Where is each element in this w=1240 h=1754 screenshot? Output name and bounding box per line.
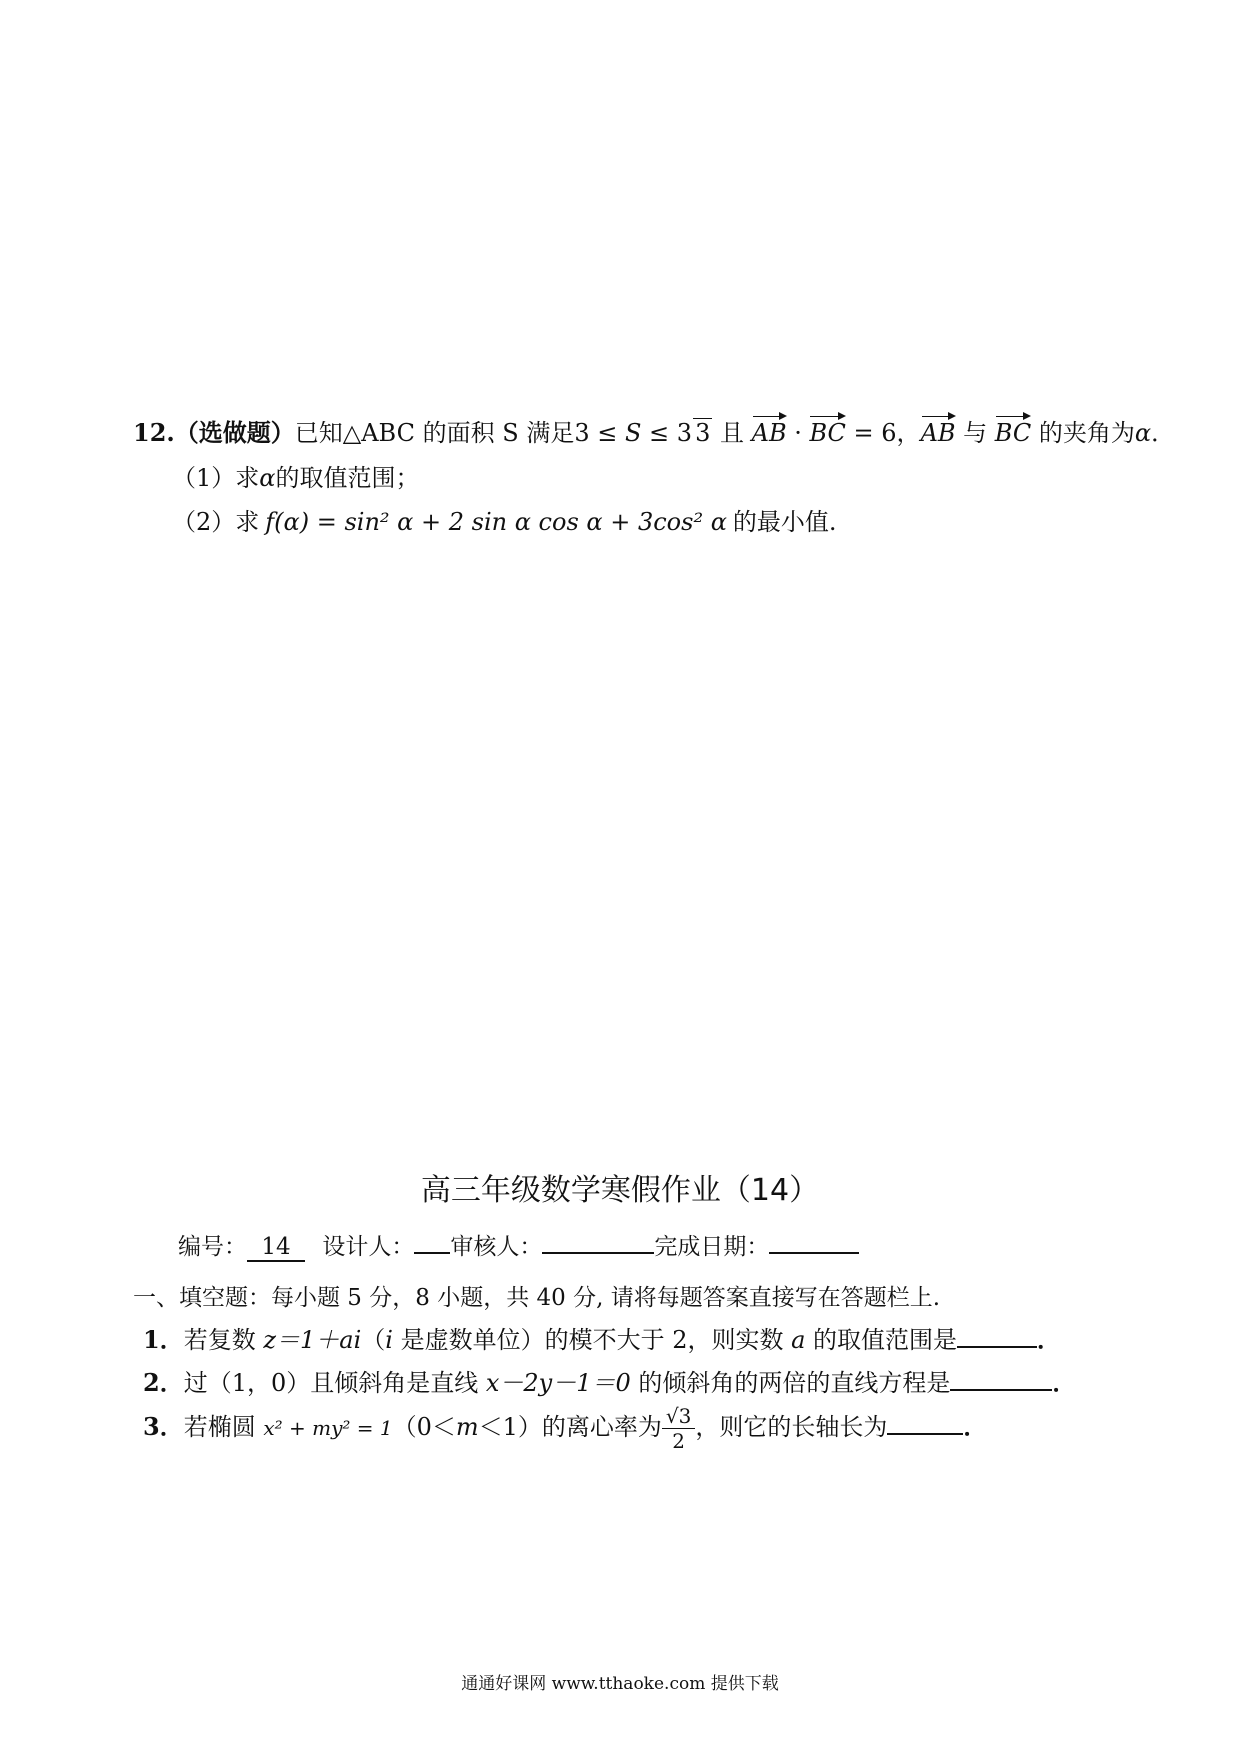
q3-answer-blank[interactable] [887,1407,963,1435]
angle-text: 的夹角为 [1031,419,1135,447]
and-word: 且 [712,419,752,447]
q3-expression: x² + my² = 1 [263,1416,393,1440]
q2-expression: x－2y－1＝0 [485,1369,631,1397]
section-heading: 一、填空题：每小题 5 分，8 小题，共 40 分, 请将每题答案直接写在答题栏上. [133,1285,941,1311]
question-3: 3．若椭圆 x² + my² = 1（0＜m＜1）的离心率为 $\frac{√3}{2}$ ，则它的长轴长为 ． [143,1404,988,1453]
q3-fraction: $\frac{√3}{2}$ [662,1405,695,1452]
dot-op: · [786,419,810,447]
reviewer-label: 审核人： [450,1234,543,1260]
vector-ab-2: AB [921,413,956,447]
designer-blank [414,1226,450,1254]
part1-label: （1）求 [172,464,260,492]
number-blank: 14 [247,1234,305,1262]
problem-tag: （选做题） [174,418,295,447]
designer-label: 设计人： [322,1234,415,1260]
number-label: 编号： [178,1234,247,1260]
q3-number: 3． [143,1412,184,1441]
homework-info-line [178,1226,859,1262]
vector-bc-2: BC [995,413,1031,447]
q2-answer-blank[interactable] [950,1363,1052,1391]
ineq-left: 3 ≤ [574,419,625,447]
problem-lead: 已知△ABC 的面积 S 满足 [294,419,575,447]
vector-ab: AB [752,413,787,447]
with-word: 与 [955,419,995,447]
problem-12-part-1 [172,458,420,493]
homework-title: 高三年级数学寒假作业（14） [420,1173,820,1208]
vector-bc: BC [809,413,845,447]
q1-expression: z＝1＋ai [263,1326,362,1354]
part2-label: （2）求 [172,508,260,536]
date-blank [769,1226,859,1254]
date-label: 完成日期： [654,1234,770,1260]
ineq-right: ≤ 3 [641,419,693,447]
reviewer-blank [542,1226,654,1254]
problem-12-stem: 12.（选做题）已知△ABC 的面积 S 满足3 ≤ S ≤ 3 3 且 AB · BC = 6，AB 与 BC 的夹角为α． [133,413,1175,448]
part2-tail: 的最小值. [732,508,837,536]
page-footer: 通通好课网 www.tthaoke.com 提供下载 [461,1674,779,1694]
ineq-s: S [624,419,642,447]
q1-answer-blank[interactable] [957,1320,1037,1348]
problem-12-part-2 [172,502,837,537]
question-1: 1．若复数 z＝1＋ai（i 是虚数单位）的模不大于 2，则实数 a 的取值范围是 ． [143,1320,1061,1355]
q2-number: 2． [143,1368,184,1397]
part2-formula: f(α) = sin² α + 2 sin α cos α + 3cos² α [265,508,727,536]
problem-number: 12 [133,418,167,447]
alpha-symbol: α [1134,419,1152,447]
q1-number: 1． [143,1325,184,1354]
part1-text: 的取值范围； [275,464,420,492]
equals-six: = 6， [845,419,921,447]
alpha-symbol: α [259,464,276,492]
sqrt-three: 3 [695,419,711,447]
question-2: 2．过（1，0）且倾斜角是直线 x－2y－1＝0 的倾斜角的两倍的直线方程是 ． [143,1363,1076,1398]
